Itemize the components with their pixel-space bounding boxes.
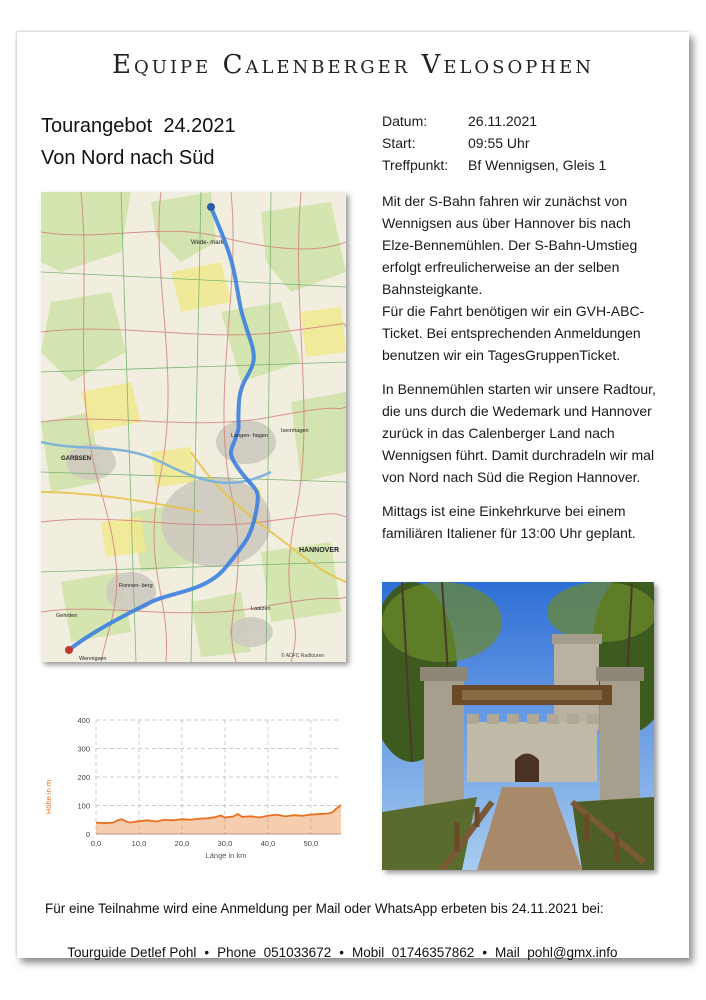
x-tick-label: 40,0 [260,839,276,848]
meta-value: 26.11.2021 [468,113,538,129]
castle-gate-image [382,582,654,870]
meta-value: Bf Wennigsen, Gleis 1 [468,157,607,173]
meta-row-start [382,132,606,154]
mobile-number[interactable]: Mobil 01746357862 [351,945,475,960]
y-tick-label: 0 [85,830,90,839]
map-label-hannover: HANNOVER [299,547,340,554]
map-label-garbsen: GARBSEN [61,456,92,462]
castle-gate-photo [382,582,654,870]
tour-name: Von Nord nach Süd [41,147,215,169]
x-tick-label: 0,0 [90,839,102,848]
contact-line [45,920,618,986]
page-title: Equipe Calenberger Velosophen [112,50,594,80]
x-axis-title: Länge in km [205,851,247,860]
end-marker [65,646,73,654]
description-paragraph: Mit der S-Bahn fahren wir zunächst von Wennigsen aus über Hannover bis nach Elze-Bennemühlen. Der S-Bahn-Umstieg erfolgt erfreulicherweise an der selben Bahnsteigkante. Für die Fahrt benötigen wir ein GVH-ABC-Ticket. Bei entsprechenden Anmeldungen benutzen wir ein TagesGruppenTicket. [382,193,645,363]
map-label-laatzen: Laatzen [251,606,271,612]
meta-value: 09:55 Uhr [468,135,530,151]
description-paragraph: Mittags ist eine Einkehrkurve bei einem familiären Italiener für 13:00 Uhr geplant. [382,503,636,541]
elevation-profile [41,712,351,862]
map-label-ronnenberg: Ronnen- berg [119,583,153,589]
y-tick-label: 200 [77,773,90,782]
description-paragraph: In Bennemühlen starten wir unsere Radtour, die uns durch die Wedemark und Hannover zurück in das Calenberger Land nach Wennigsen führt. Damit durchradeln wir mal von Nord nach Süd die Region Hannover. [382,381,656,485]
email-address[interactable]: Mail pohl@gmx.info [495,945,618,960]
meta-key: Start: [382,135,416,151]
flyer-page [17,32,689,958]
y-axis-title: Höhe in m [44,779,53,815]
elevation-area [96,805,341,834]
tour-guide-name: Tourguide Detlef Pohl [67,945,197,960]
separator-bullet: • [482,945,488,960]
y-tick-label: 400 [77,716,90,725]
map-label-wedemark: Wede- mark [191,240,224,246]
phone-number[interactable]: Phone 051033672 [217,945,332,960]
elevation-chart [41,712,351,862]
x-tick-label: 10,0 [131,839,147,848]
tour-number: Tourangebot 24.2021 [41,115,236,137]
tour-heading [41,110,236,174]
tour-description [382,190,662,556]
x-tick-label: 30,0 [217,839,233,848]
separator-bullet: • [339,945,344,960]
separator-bullet: • [204,945,210,960]
map-label-langenhagen: Langen- hagen [231,433,269,439]
meta-row-meeting-point [382,154,606,176]
tour-meta [382,110,606,176]
map-label-isernhagen: Isernhagen [281,428,309,434]
route-map-graphic [41,192,346,662]
map-credit: © ADFC Radtouren [281,653,325,659]
y-tick-label: 300 [77,744,90,754]
y-tick-label: 100 [77,801,90,811]
registration-note: Für eine Teilnahme wird eine Anmeldung per Mail oder WhatsApp erbeten bis 24.11.2021 bei: [45,901,604,916]
footer-contact [45,898,618,986]
x-tick-label: 50,0 [303,839,319,848]
start-marker [207,203,215,211]
map-label-wennigsen: Wennigsen [79,656,107,662]
meta-row-date [382,110,606,132]
map-label-gehrden: Gehrden [56,613,78,619]
x-tick-label: 20,0 [174,839,190,848]
meta-key: Treffpunkt: [382,157,449,173]
route-map [41,192,346,662]
meta-key: Datum: [382,113,428,129]
